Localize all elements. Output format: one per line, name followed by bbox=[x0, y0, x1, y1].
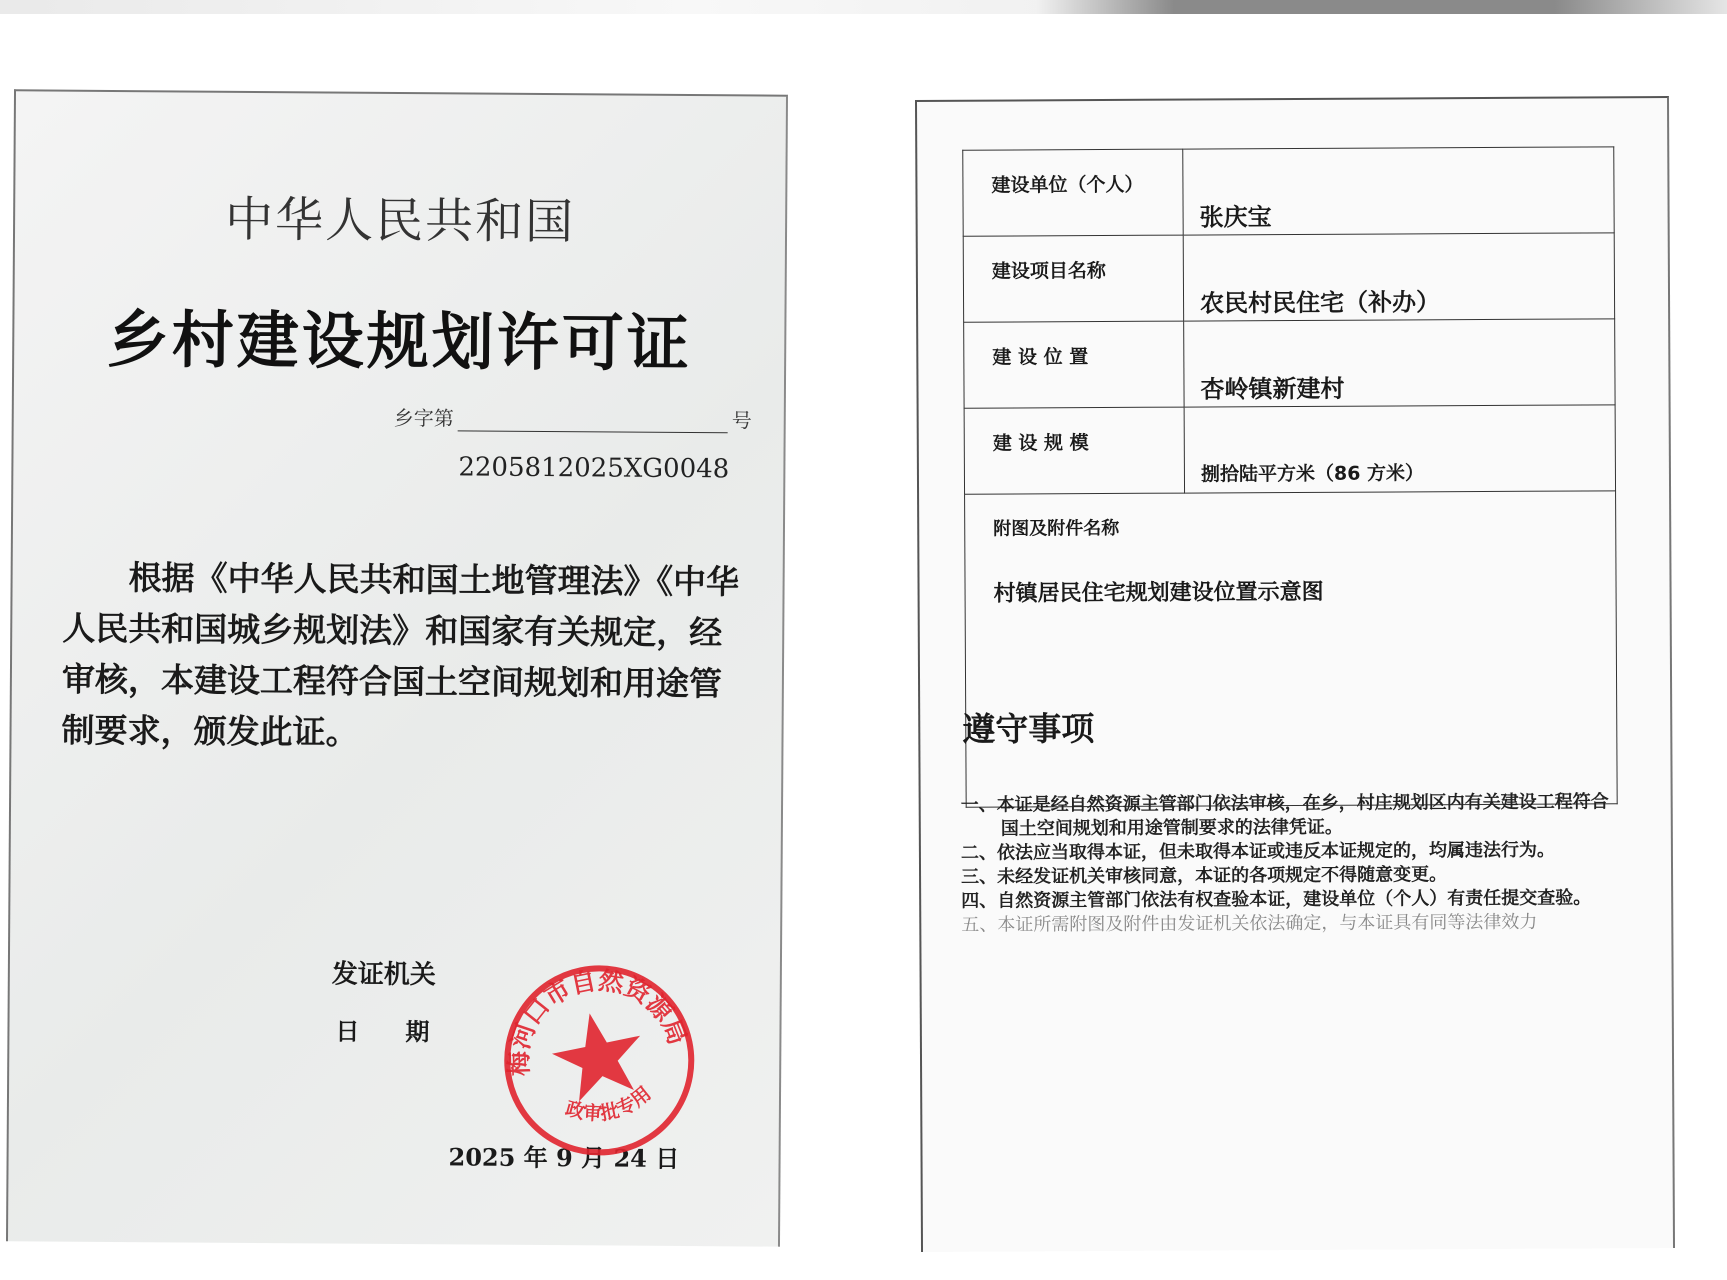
list-item: 一、本证是经自然资源主管部门依法审核，在乡，村庄规划区内有关建设工程符合国土空间规划和用途管制要求的法律凭证。 bbox=[960, 791, 1609, 840]
number-line bbox=[394, 402, 752, 433]
svg-text:梅河口市自然资源局: 梅河口市自然资源局 bbox=[504, 965, 693, 1077]
scale-value: 捌拾陆平方米（86 方米） bbox=[1184, 405, 1615, 493]
table-row bbox=[964, 319, 1615, 408]
official-seal-icon bbox=[499, 960, 700, 1161]
list-item: 五、本证所需附图及附件由发证机关依法确定，与本证具有同等法律效力 bbox=[961, 911, 1538, 936]
builder-value: 张庆宝 bbox=[1183, 147, 1614, 235]
location-label: 建 设 位 置 bbox=[964, 321, 1184, 408]
attachments-value: 村镇居民住宅规划建设位置示意图 bbox=[993, 579, 1324, 607]
project-name-value: 农民村民住宅（补办） bbox=[1183, 233, 1614, 321]
builder-label: 建设单位（个人） bbox=[963, 149, 1183, 236]
number-suffix: 号 bbox=[731, 408, 752, 433]
project-name-label: 建设项目名称 bbox=[963, 235, 1183, 322]
certificate-cover-page bbox=[6, 89, 788, 1246]
list-item: 三、未经发证机关审核同意，本证的各项规定不得随意变更。 bbox=[961, 864, 1448, 888]
rules-title: 遵守事项 bbox=[962, 709, 1095, 749]
certificate-detail-page bbox=[915, 96, 1675, 1252]
scale-label: 建 设 规 模 bbox=[964, 407, 1184, 494]
table-row bbox=[963, 147, 1614, 236]
svg-text:行政审批专用章: 行政审批专用章 bbox=[563, 1082, 656, 1126]
country-name: 中华人民共和国 bbox=[224, 191, 576, 251]
issue-date: 2025 年 9 月 24 日 bbox=[448, 1142, 680, 1173]
certificate-body-text: 根据《中华人民共和国土地管理法》《中华人民共和国城乡规划法》和国家有关规定，经审核，本建设工程符合国土空间规划和用途管制要求，颁发此证。 bbox=[61, 558, 740, 752]
date-label: 日期 bbox=[335, 1017, 476, 1047]
attachments-cell bbox=[965, 491, 1618, 807]
list-item: 四、自然资源主管部门依法有权查验本证，建设单位（个人）有责任提交查验。 bbox=[961, 887, 1592, 912]
certificate-title: 乡村建设规划许可证 bbox=[106, 302, 693, 381]
attachments-label: 附图及附件名称 bbox=[993, 517, 1120, 540]
table-row bbox=[965, 491, 1618, 807]
list-item: 二、依法应当取得本证，但未取得本证或违反本证规定的，均属违法行为。 bbox=[960, 839, 1555, 864]
location-value: 杏岭镇新建村 bbox=[1184, 319, 1615, 407]
top-edge-strip bbox=[0, 0, 1727, 14]
number-blank bbox=[458, 430, 728, 433]
table-row bbox=[963, 233, 1614, 322]
number-prefix: 乡字第 bbox=[393, 405, 454, 431]
issuer-label: 发证机关 bbox=[331, 959, 436, 991]
rules-list bbox=[961, 790, 1622, 937]
table-row bbox=[964, 405, 1615, 494]
certificate-number: 2205812025XG0048 bbox=[458, 452, 730, 485]
